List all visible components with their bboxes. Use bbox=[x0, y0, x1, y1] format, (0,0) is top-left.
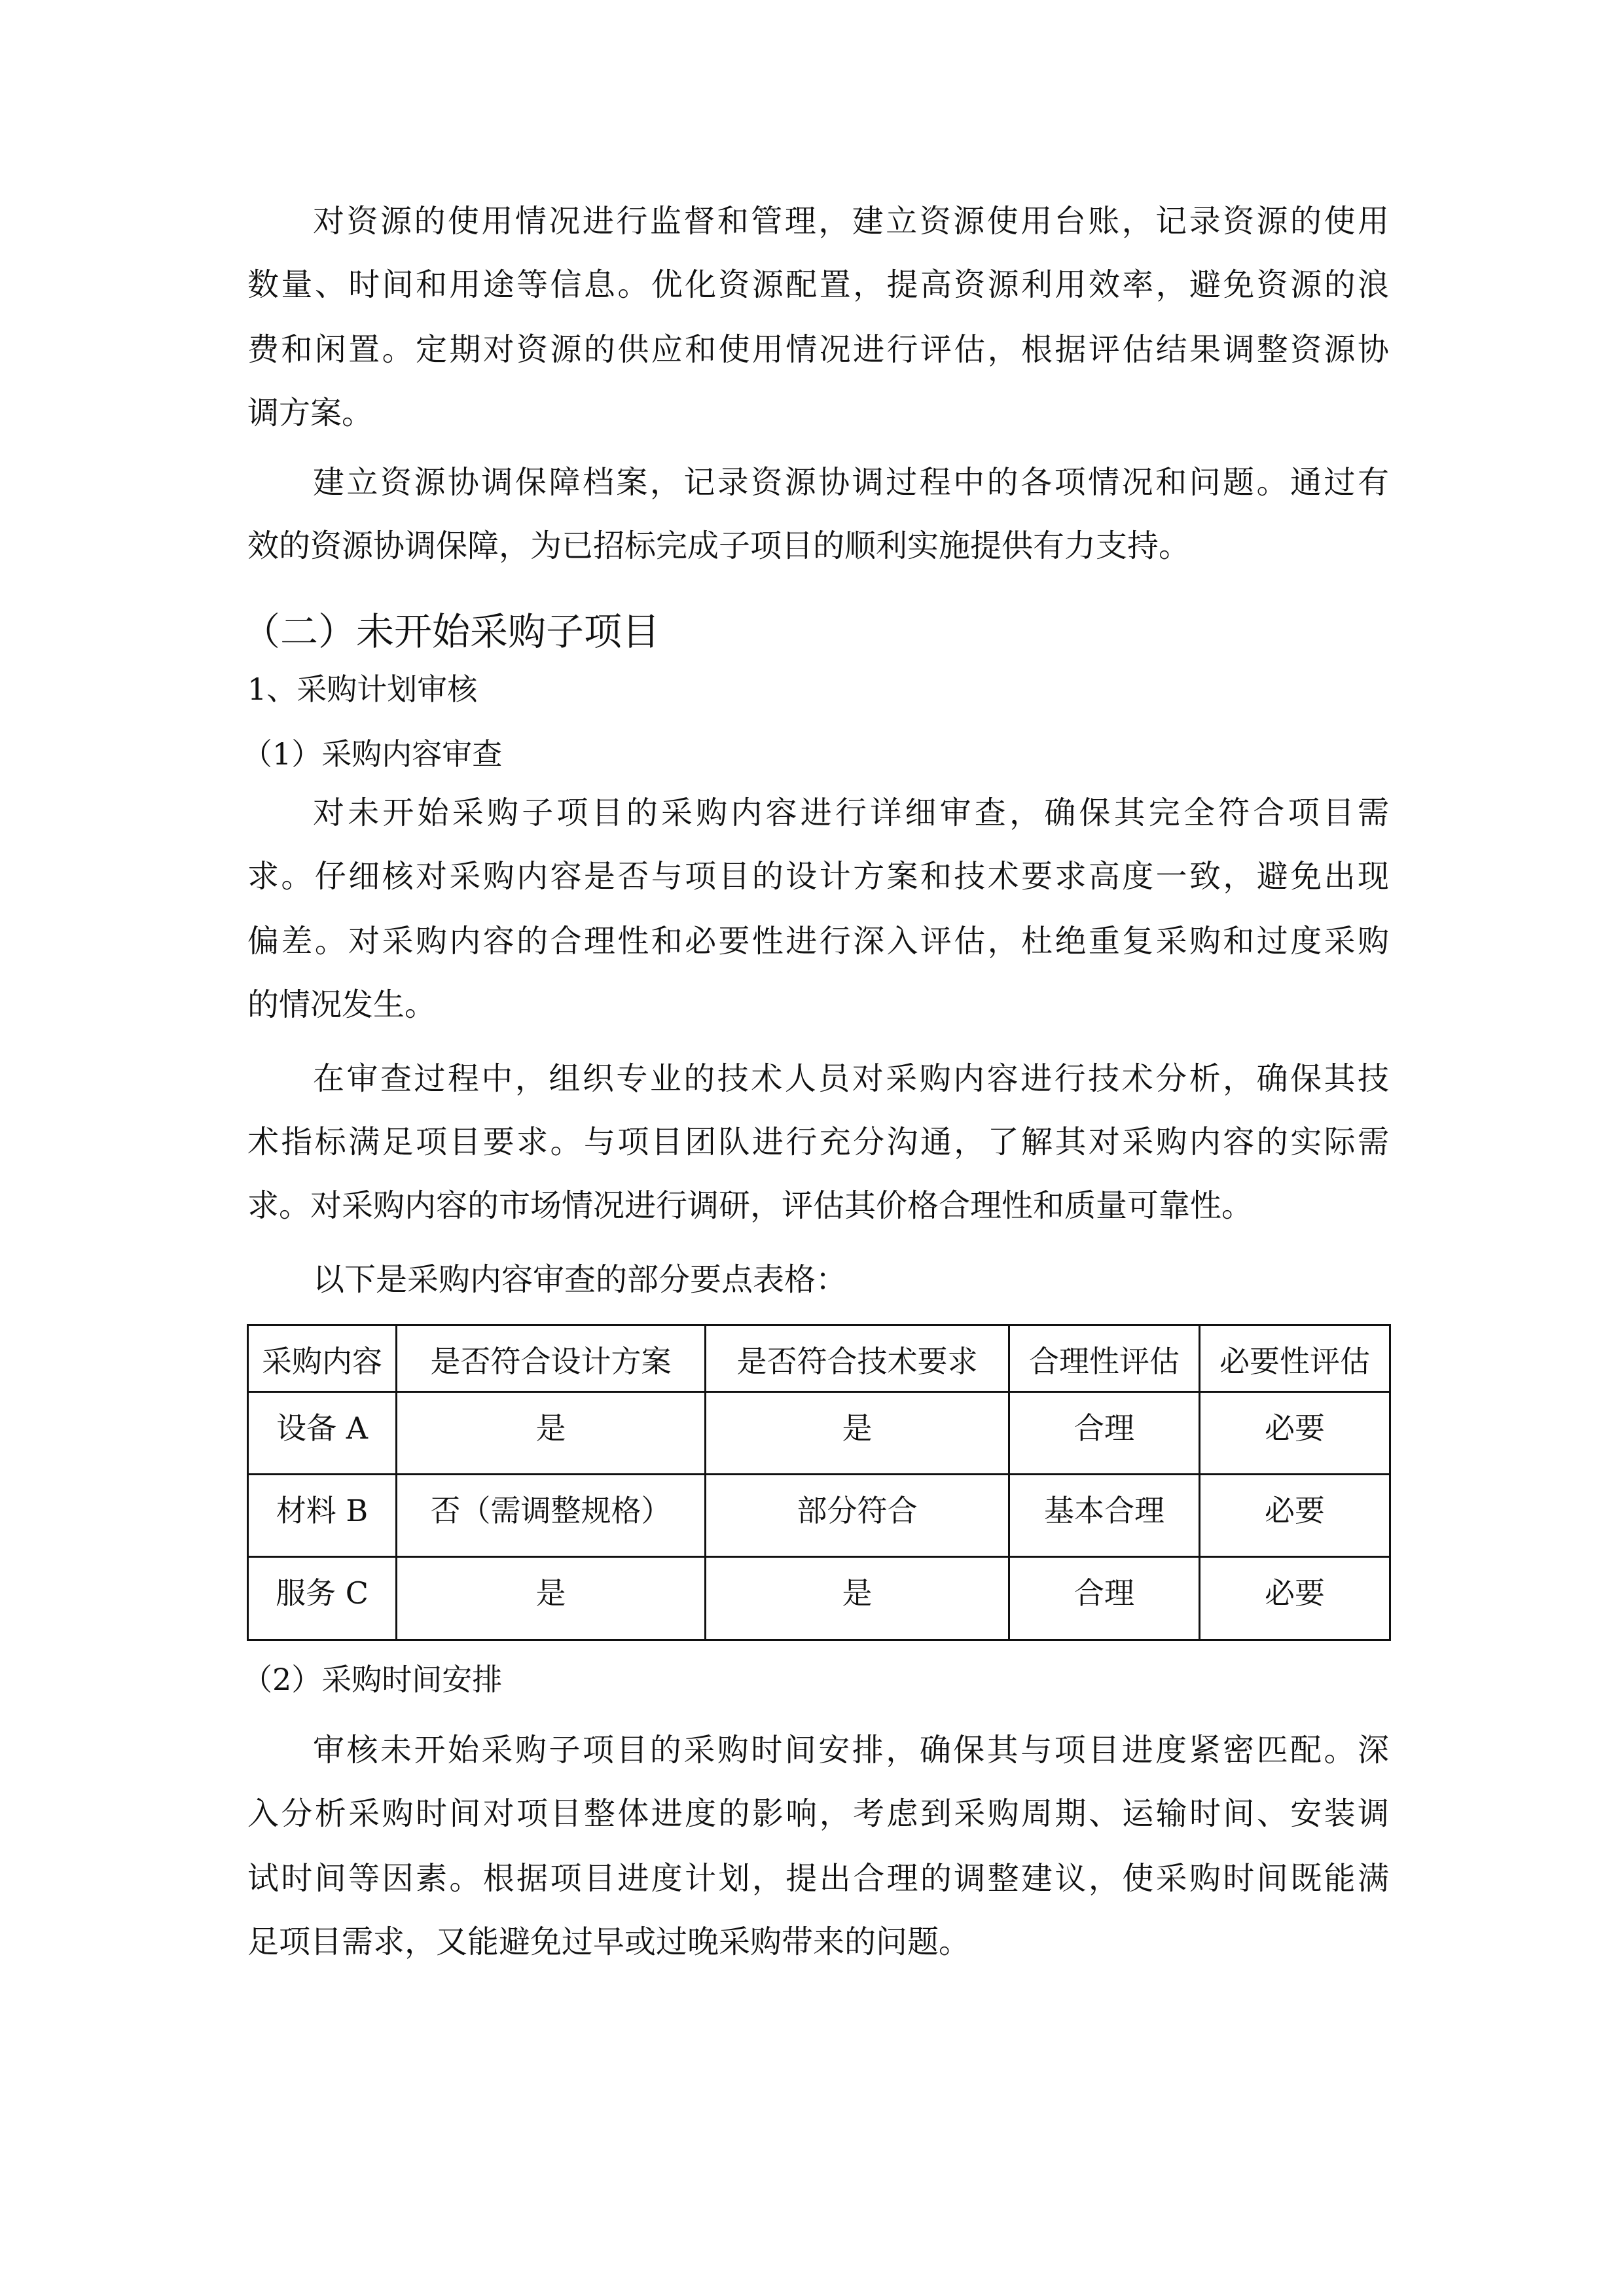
cell: 必要 bbox=[1200, 1392, 1390, 1475]
text-line: 数量、时间和用途等信息。优化资源配置，提高资源利用效率，避免资源的浪 bbox=[247, 266, 1389, 303]
subsection-heading: 1、采购计划审核 bbox=[247, 672, 478, 707]
cell: 服务 C bbox=[248, 1557, 397, 1640]
text-line: 审核未开始采购子项目的采购时间安排，确保其与项目进度紧密匹配。深 bbox=[313, 1732, 1389, 1768]
text-line: 对资源的使用情况进行监督和管理，建立资源使用台账，记录资源的使用 bbox=[313, 203, 1389, 240]
cell: 否（需调整规格） bbox=[397, 1475, 706, 1557]
table-row bbox=[248, 1557, 1390, 1640]
cell: 必要 bbox=[1200, 1475, 1390, 1557]
text-line: 试时间等因素。根据项目进度计划，提出合理的调整建议，使采购时间既能满 bbox=[247, 1860, 1389, 1897]
section-heading: （二）未开始采购子项目 bbox=[242, 609, 660, 654]
header-cell: 必要性评估 bbox=[1200, 1325, 1390, 1392]
cell: 合理 bbox=[1009, 1557, 1200, 1640]
item-heading: （2）采购时间安排 bbox=[242, 1662, 503, 1697]
item-heading: （1）采购内容审查 bbox=[242, 736, 503, 772]
cell: 基本合理 bbox=[1009, 1475, 1200, 1557]
text-line: 费和闲置。定期对资源的供应和使用情况进行评估，根据评估结果调整资源协 bbox=[247, 331, 1389, 368]
text-line: 求。仔细核对采购内容是否与项目的设计方案和技术要求高度一致，避免出现 bbox=[247, 858, 1389, 895]
cell: 是 bbox=[397, 1557, 706, 1640]
cell: 必要 bbox=[1200, 1557, 1390, 1640]
table-header-row bbox=[248, 1325, 1390, 1392]
table-intro: 以下是采购内容审查的部分要点表格： bbox=[313, 1261, 848, 1298]
cell: 部分符合 bbox=[706, 1475, 1009, 1557]
text-line: 求。对采购内容的市场情况进行调研，评估其价格合理性和质量可靠性。 bbox=[247, 1187, 1254, 1224]
header-cell: 采购内容 bbox=[248, 1325, 397, 1392]
header-cell: 合理性评估 bbox=[1009, 1325, 1200, 1392]
text-line: 调方案。 bbox=[247, 395, 374, 431]
cell: 是 bbox=[397, 1392, 706, 1475]
text-line: 的情况发生。 bbox=[247, 986, 437, 1023]
table-row bbox=[248, 1392, 1390, 1475]
text-line: 对未开始采购子项目的采购内容进行详细审查，确保其完全符合项目需 bbox=[313, 795, 1389, 831]
header-cell: 是否符合技术要求 bbox=[706, 1325, 1009, 1392]
text-line: 足项目需求，又能避免过早或过晚采购带来的问题。 bbox=[247, 1924, 971, 1960]
text-line: 效的资源协调保障，为已招标完成子项目的顺利实施提供有力支持。 bbox=[247, 528, 1191, 564]
cell: 设备 A bbox=[248, 1392, 397, 1475]
text-line: 偏差。对采购内容的合理性和必要性进行深入评估，杜绝重复采购和过度采购 bbox=[247, 923, 1389, 960]
header-cell: 是否符合设计方案 bbox=[397, 1325, 706, 1392]
text-line: 建立资源协调保障档案，记录资源协调过程中的各项情况和问题。通过有 bbox=[313, 464, 1389, 501]
table-row bbox=[248, 1475, 1390, 1557]
cell: 材料 B bbox=[248, 1475, 397, 1557]
text-line: 入分析采购时间对项目整体进度的影响，考虑到采购周期、运输时间、安装调 bbox=[247, 1795, 1389, 1832]
cell: 合理 bbox=[1009, 1392, 1200, 1475]
cell: 是 bbox=[706, 1392, 1009, 1475]
review-table bbox=[247, 1324, 1391, 1641]
cell: 是 bbox=[706, 1557, 1009, 1640]
text-line: 在审查过程中，组织专业的技术人员对采购内容进行技术分析，确保其技 bbox=[313, 1060, 1389, 1097]
text-line: 术指标满足项目要求。与项目团队进行充分沟通，了解其对采购内容的实际需 bbox=[247, 1124, 1389, 1160]
